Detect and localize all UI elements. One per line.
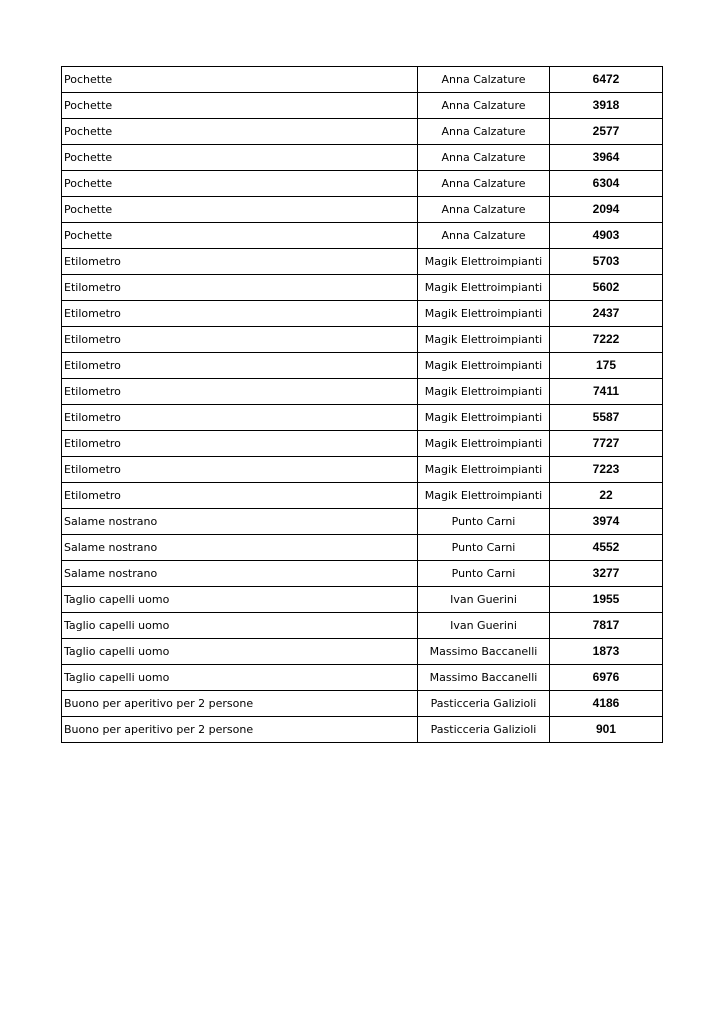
sponsor-cell: Magik Elettroimpianti bbox=[418, 431, 550, 457]
ticket-number-cell: 7222 bbox=[550, 327, 663, 353]
ticket-number-cell: 175 bbox=[550, 353, 663, 379]
table-row bbox=[62, 691, 663, 717]
sponsor-cell: Magik Elettroimpianti bbox=[418, 353, 550, 379]
sponsor-cell: Anna Calzature bbox=[418, 119, 550, 145]
sponsor-cell: Anna Calzature bbox=[418, 67, 550, 93]
prize-item-cell: Pochette bbox=[62, 67, 418, 93]
ticket-number-cell: 4903 bbox=[550, 223, 663, 249]
ticket-number-cell: 7411 bbox=[550, 379, 663, 405]
sponsor-cell: Ivan Guerini bbox=[418, 587, 550, 613]
table-row bbox=[62, 93, 663, 119]
sponsor-cell: Magik Elettroimpianti bbox=[418, 275, 550, 301]
sponsor-cell: Anna Calzature bbox=[418, 223, 550, 249]
ticket-number-cell: 5587 bbox=[550, 405, 663, 431]
ticket-number-cell: 1873 bbox=[550, 639, 663, 665]
table-row bbox=[62, 249, 663, 275]
ticket-number-cell: 1955 bbox=[550, 587, 663, 613]
prize-item-cell: Etilometro bbox=[62, 483, 418, 509]
prize-item-cell: Pochette bbox=[62, 145, 418, 171]
table-row bbox=[62, 535, 663, 561]
ticket-number-cell: 2437 bbox=[550, 301, 663, 327]
sponsor-cell: Anna Calzature bbox=[418, 197, 550, 223]
prize-item-cell: Salame nostrano bbox=[62, 535, 418, 561]
sponsor-cell: Anna Calzature bbox=[418, 93, 550, 119]
ticket-number-cell: 7223 bbox=[550, 457, 663, 483]
ticket-number-cell: 7817 bbox=[550, 613, 663, 639]
ticket-number-cell: 5602 bbox=[550, 275, 663, 301]
prize-item-cell: Taglio capelli uomo bbox=[62, 665, 418, 691]
table-row bbox=[62, 327, 663, 353]
table-row bbox=[62, 405, 663, 431]
ticket-number-cell: 4186 bbox=[550, 691, 663, 717]
sponsor-cell: Punto Carni bbox=[418, 561, 550, 587]
prize-item-cell: Taglio capelli uomo bbox=[62, 639, 418, 665]
sponsor-cell: Magik Elettroimpianti bbox=[418, 405, 550, 431]
prize-item-cell: Pochette bbox=[62, 119, 418, 145]
ticket-number-cell: 2094 bbox=[550, 197, 663, 223]
prize-item-cell: Buono per aperitivo per 2 persone bbox=[62, 691, 418, 717]
sponsor-cell: Anna Calzature bbox=[418, 145, 550, 171]
sponsor-cell: Magik Elettroimpianti bbox=[418, 301, 550, 327]
prize-table-body bbox=[62, 67, 663, 743]
table-row bbox=[62, 197, 663, 223]
sponsor-cell: Anna Calzature bbox=[418, 171, 550, 197]
sponsor-cell: Pasticceria Galizioli bbox=[418, 691, 550, 717]
table-row bbox=[62, 613, 663, 639]
sponsor-cell: Massimo Baccanelli bbox=[418, 639, 550, 665]
sponsor-cell: Punto Carni bbox=[418, 509, 550, 535]
ticket-number-cell: 3277 bbox=[550, 561, 663, 587]
sponsor-cell: Magik Elettroimpianti bbox=[418, 483, 550, 509]
sponsor-cell: Ivan Guerini bbox=[418, 613, 550, 639]
table-row bbox=[62, 301, 663, 327]
prize-item-cell: Etilometro bbox=[62, 405, 418, 431]
table-row bbox=[62, 171, 663, 197]
table-row bbox=[62, 509, 663, 535]
table-row bbox=[62, 561, 663, 587]
table-row bbox=[62, 431, 663, 457]
ticket-number-cell: 7727 bbox=[550, 431, 663, 457]
prize-item-cell: Etilometro bbox=[62, 327, 418, 353]
prize-item-cell: Salame nostrano bbox=[62, 509, 418, 535]
table-row bbox=[62, 379, 663, 405]
table-row bbox=[62, 353, 663, 379]
prize-table bbox=[61, 66, 663, 743]
table-row bbox=[62, 587, 663, 613]
prize-item-cell: Pochette bbox=[62, 223, 418, 249]
prize-item-cell: Etilometro bbox=[62, 457, 418, 483]
prize-item-cell: Buono per aperitivo per 2 persone bbox=[62, 717, 418, 743]
sponsor-cell: Magik Elettroimpianti bbox=[418, 249, 550, 275]
prize-item-cell: Etilometro bbox=[62, 379, 418, 405]
prize-item-cell: Taglio capelli uomo bbox=[62, 613, 418, 639]
table-row bbox=[62, 483, 663, 509]
prize-item-cell: Pochette bbox=[62, 197, 418, 223]
ticket-number-cell: 901 bbox=[550, 717, 663, 743]
table-row bbox=[62, 665, 663, 691]
sponsor-cell: Magik Elettroimpianti bbox=[418, 379, 550, 405]
sponsor-cell: Magik Elettroimpianti bbox=[418, 457, 550, 483]
table-row bbox=[62, 223, 663, 249]
ticket-number-cell: 4552 bbox=[550, 535, 663, 561]
table-row bbox=[62, 457, 663, 483]
ticket-number-cell: 3918 bbox=[550, 93, 663, 119]
ticket-number-cell: 6976 bbox=[550, 665, 663, 691]
prize-item-cell: Etilometro bbox=[62, 301, 418, 327]
table-row bbox=[62, 145, 663, 171]
prize-item-cell: Pochette bbox=[62, 93, 418, 119]
sponsor-cell: Massimo Baccanelli bbox=[418, 665, 550, 691]
table-row bbox=[62, 717, 663, 743]
ticket-number-cell: 6304 bbox=[550, 171, 663, 197]
table-row bbox=[62, 119, 663, 145]
prize-item-cell: Etilometro bbox=[62, 353, 418, 379]
prize-item-cell: Etilometro bbox=[62, 275, 418, 301]
prize-item-cell: Taglio capelli uomo bbox=[62, 587, 418, 613]
table-row bbox=[62, 67, 663, 93]
ticket-number-cell: 22 bbox=[550, 483, 663, 509]
sponsor-cell: Punto Carni bbox=[418, 535, 550, 561]
sponsor-cell: Magik Elettroimpianti bbox=[418, 327, 550, 353]
ticket-number-cell: 3964 bbox=[550, 145, 663, 171]
ticket-number-cell: 5703 bbox=[550, 249, 663, 275]
ticket-number-cell: 2577 bbox=[550, 119, 663, 145]
ticket-number-cell: 6472 bbox=[550, 67, 663, 93]
prize-item-cell: Pochette bbox=[62, 171, 418, 197]
ticket-number-cell: 3974 bbox=[550, 509, 663, 535]
table-row bbox=[62, 639, 663, 665]
prize-item-cell: Etilometro bbox=[62, 431, 418, 457]
prize-item-cell: Etilometro bbox=[62, 249, 418, 275]
prize-item-cell: Salame nostrano bbox=[62, 561, 418, 587]
table-row bbox=[62, 275, 663, 301]
sponsor-cell: Pasticceria Galizioli bbox=[418, 717, 550, 743]
